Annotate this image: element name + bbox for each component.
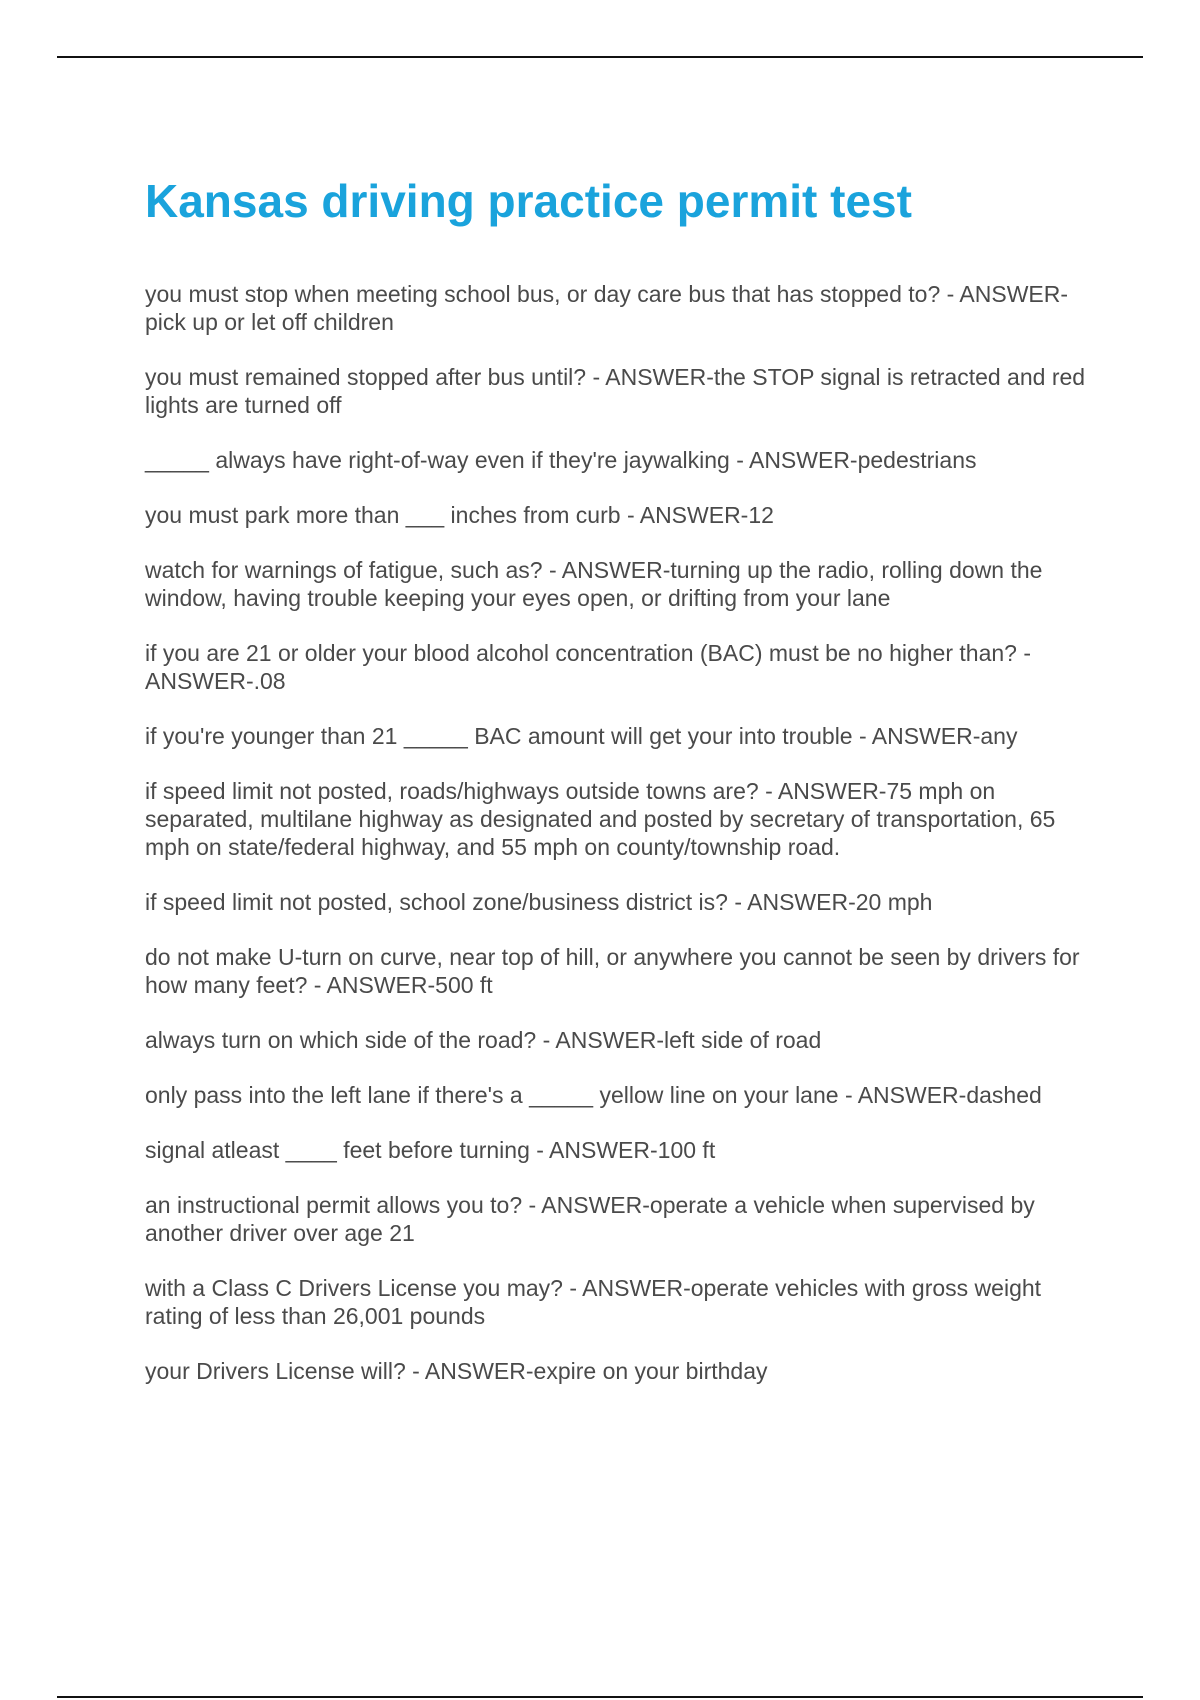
question-item: an instructional permit allows you to? - ANSWER-operate a vehicle when supervised by another driver over age 21 xyxy=(145,1192,1035,1246)
question-item: if you are 21 or older your blood alcohol concentration (BAC) must be no higher than? - ANSWER-.08 xyxy=(145,640,1032,694)
question-list xyxy=(145,280,1095,1385)
question-item: with a Class C Drivers License you may? - ANSWER-operate vehicles with gross weight rating of less than 26,001 pounds xyxy=(145,1275,1042,1329)
question-item: your Drivers License will? - ANSWER-expire on your birthday xyxy=(145,1358,768,1384)
question-item: if you're younger than 21 _____ BAC amount will get your into trouble - ANSWER-any xyxy=(145,723,1018,749)
top-divider xyxy=(57,56,1143,58)
document-body xyxy=(145,172,1095,1412)
question-item: you must park more than ___ inches from curb - ANSWER-12 xyxy=(145,502,774,528)
page-title: Kansas driving practice permit test xyxy=(145,175,912,227)
question-item: you must stop when meeting school bus, or day care bus that has stopped to? - ANSWER-pick up or let off children xyxy=(145,281,1069,335)
bottom-divider xyxy=(57,1696,1143,1698)
question-item: do not make U-turn on curve, near top of hill, or anywhere you cannot be seen by drivers for how many feet? - ANSWER-500 ft xyxy=(145,944,1080,998)
question-item: if speed limit not posted, school zone/business district is? - ANSWER-20 mph xyxy=(145,889,933,915)
question-item: _____ always have right-of-way even if they're jaywalking - ANSWER-pedestrians xyxy=(145,447,977,473)
question-item: if speed limit not posted, roads/highways outside towns are? - ANSWER-75 mph on separated, multilane highway as designated and posted by secretary of transportation, 65 mph on state/federal highway, and 55 mph on county/township road. xyxy=(145,778,1056,860)
question-item: watch for warnings of fatigue, such as? - ANSWER-turning up the radio, rolling down the window, having trouble keeping your eyes open, or drifting from your lane xyxy=(145,557,1043,611)
question-item: always turn on which side of the road? - ANSWER-left side of road xyxy=(145,1027,822,1053)
question-item: only pass into the left lane if there's a _____ yellow line on your lane - ANSWER-dashed xyxy=(145,1082,1042,1108)
question-item: signal atleast ____ feet before turning - ANSWER-100 ft xyxy=(145,1137,716,1163)
question-item: you must remained stopped after bus until? - ANSWER-the STOP signal is retracted and red lights are turned off xyxy=(145,364,1086,418)
